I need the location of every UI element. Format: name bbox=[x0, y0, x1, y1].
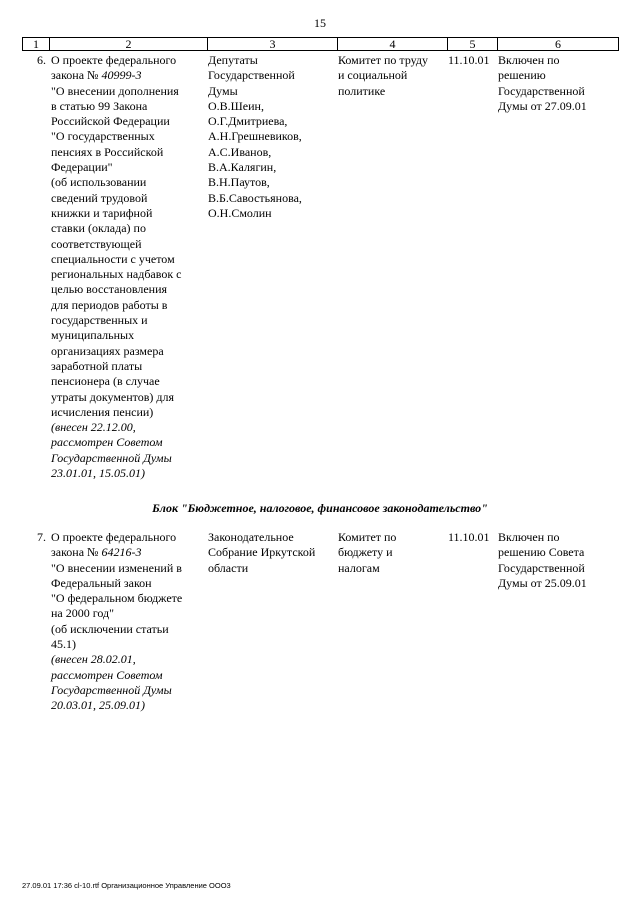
entry-title: О проекте федерального закона № 64216-3 "О внесении изменений в Федеральный закон "О федеральном бюджете на 2000 год" (об исключении статьи 45.1) (внесен 28.02.01, рассмотрен Советом Государственной Думы 20.03.01, 25.09.01) bbox=[51, 530, 203, 714]
page-footer: 27.09.01 17:36 cl-10.rtf Организационное Управление ООО3 bbox=[22, 881, 231, 890]
entry-note: (внесен 22.12.00, рассмотрен Советом Государственной Думы 23.01.01, 15.05.01) bbox=[51, 420, 172, 481]
entry-status: Включен по решению Совета Государственной Думы от 25.09.01 bbox=[498, 530, 587, 590]
entry-committee: Комитет по труду и социальной политике bbox=[338, 53, 429, 98]
entry-authors: Законодательное Собрание Иркутской области bbox=[208, 530, 316, 575]
entry-committee: Комитет по бюджету и налогам bbox=[338, 530, 397, 575]
column-header-1: 1 bbox=[23, 38, 50, 51]
column-header-4: 4 bbox=[338, 38, 448, 51]
column-header-3: 3 bbox=[208, 38, 338, 51]
block-title: Блок "Бюджетное, налоговое, финансовое законодательство" bbox=[152, 501, 488, 515]
entry-date: 11.10.01 bbox=[448, 530, 490, 544]
entry-status: Включен по решению Государственной Думы от 27.09.01 bbox=[498, 53, 587, 113]
entry-authors: Депутаты Государственной Думы О.В.Шеин, О.Г.Дмитриева, А.Н.Грешневиков, А.С.Иванов, В.А.Калягин, В.Н.Паутов, В.Б.Савостьянова, О.Н.Смолин bbox=[208, 53, 302, 220]
entry-number: 6. bbox=[37, 53, 46, 67]
entry-date: 11.10.01 bbox=[448, 53, 490, 67]
column-header-table bbox=[22, 37, 619, 51]
column-header-6: 6 bbox=[498, 38, 619, 51]
entry-note: (внесен 28.02.01, рассмотрен Советом Государственной Думы 20.03.01, 25.09.01) bbox=[51, 652, 172, 713]
entry-title: О проекте федерального закона № 40999-3 "О внесении дополнения в статью 99 Закона Российской Федерации "О государственных пенсиях в Российской Федерации" (об использовании сведений трудовой книжки и тарифной ставки (оклада) по соответствующей специальности с учетом региональных надбавок с целью восстановления для периодов работы в государственных и муниципальных организациях размера заработной платы пенсионера (в случае утраты документов) для исчисления пенсии) (внесен 22.12.00, рассмотрен Советом Государственной Думы 23.01.01, 15.05.01) bbox=[51, 53, 203, 481]
column-header-2: 2 bbox=[50, 38, 208, 51]
column-header-5: 5 bbox=[448, 38, 498, 51]
entry-number: 7. bbox=[37, 530, 46, 544]
page-number: 15 bbox=[314, 16, 326, 30]
